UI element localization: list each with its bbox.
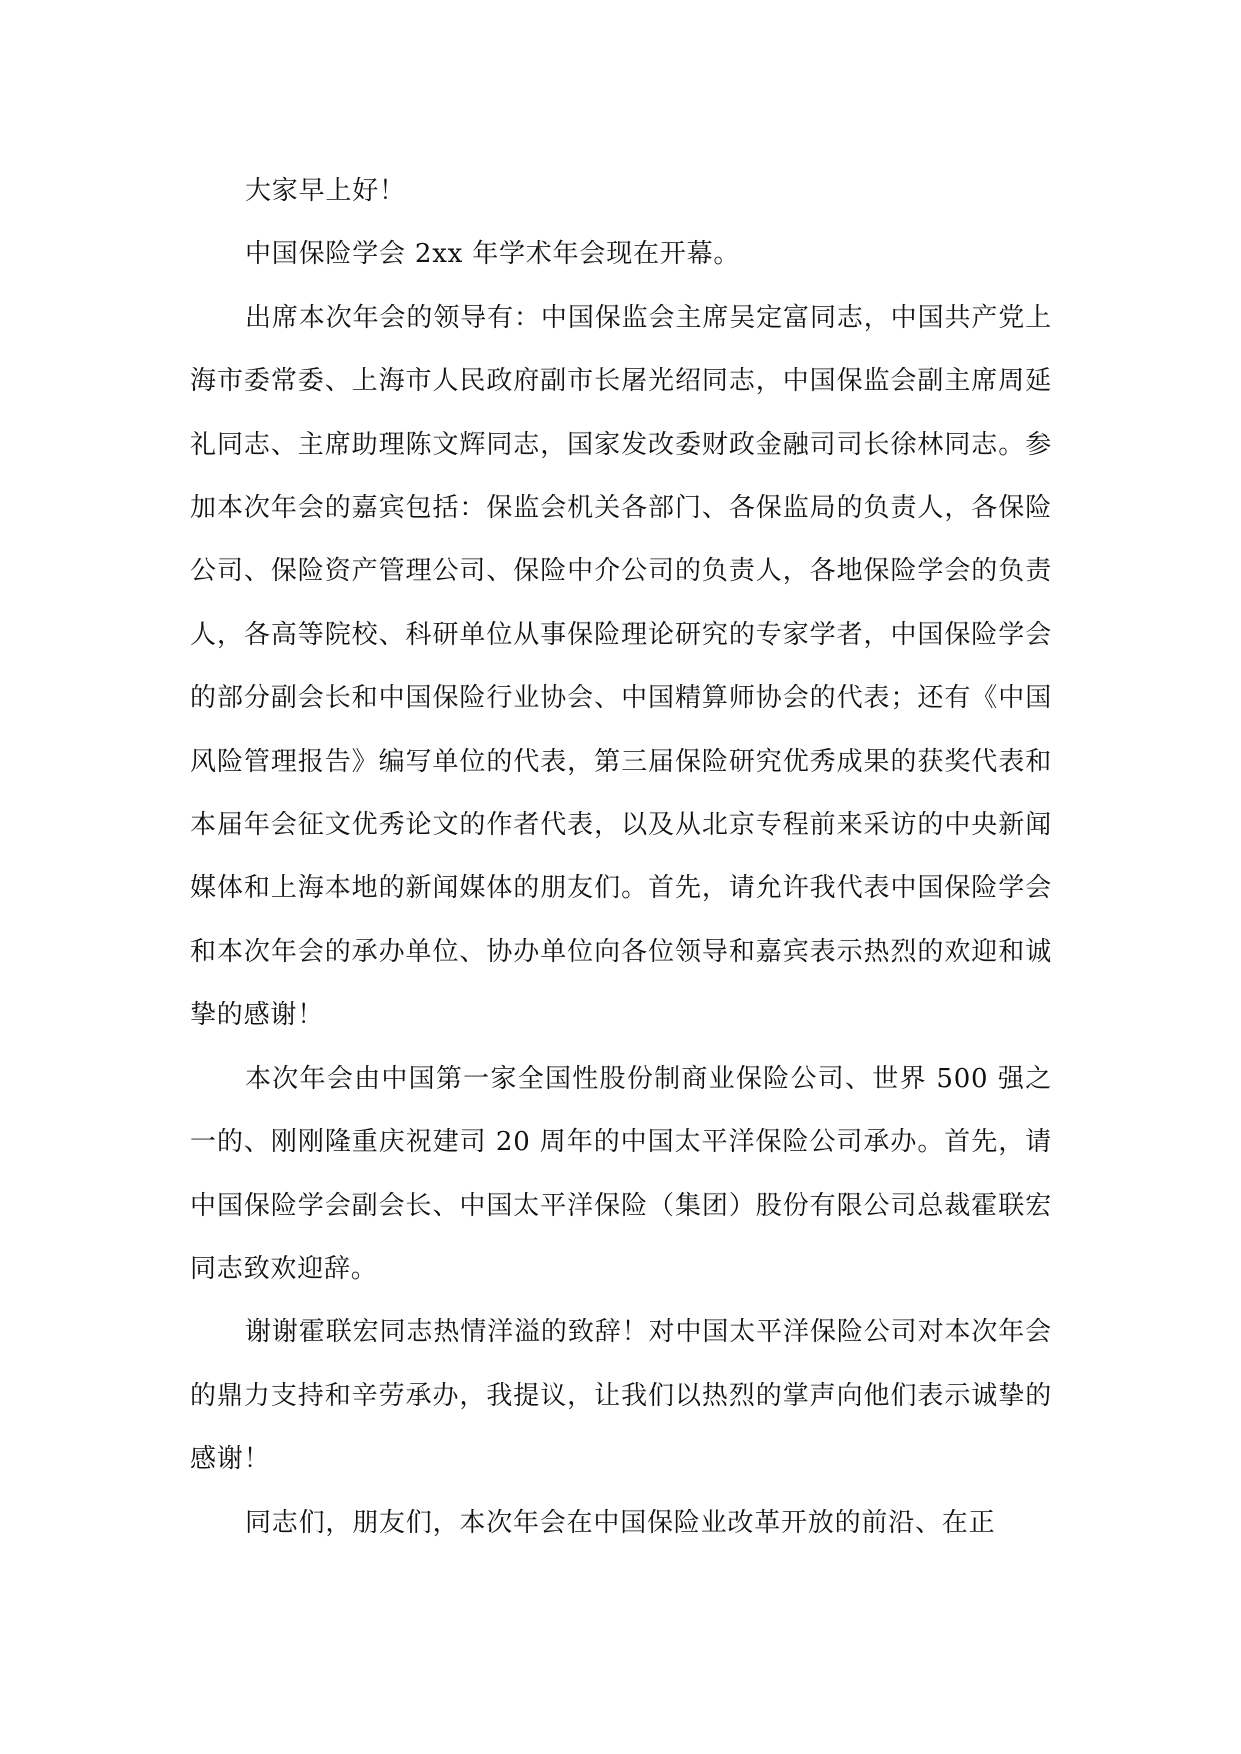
opening-paragraph: 中国保险学会 2xx 年学术年会现在开幕。 — [245, 239, 741, 270]
host-paragraph: 本次年会由中国第一家全国性股份制商业保险公司、世界 500 强之一的、刚刚隆重庆祝建司 20 周年的中国太平洋保险公司承办。首先，请中国保险学会副会长、中国太平洋保险（集团）股份有限公司总裁霍联宏同志致欢迎辞。 — [190, 1063, 1052, 1284]
thanks-paragraph: 谢谢霍联宏同志热情洋溢的致辞！对中国太平洋保险公司对本次年会的鼎力支持和辛劳承办，我提议，让我们以热烈的掌声向他们表示诚挚的感谢！ — [190, 1317, 1052, 1475]
closing-paragraph: 同志们，朋友们，本次年会在中国保险业改革开放的前沿、在正 — [245, 1507, 996, 1538]
attendees-paragraph: 出席本次年会的领导有：中国保监会主席吴定富同志，中国共产党上海市委常委、上海市人民政府副市长屠光绍同志，中国保监会副主席周延礼同志、主席助理陈文辉同志，国家发改委财政金融司司长徐林同志。参加本次年会的嘉宾包括：保监会机关各部门、各保监局的负责人，各保险公司、保险资产管理公司、保险中介公司的负责人，各地保险学会的负责人，各高等院校、科研单位从事保险理论研究的专家学者，中国保险学会的部分副会长和中国保险行业协会、中国精算师协会的代表；还有《中国风险管理报告》编写单位的代表，第三届保险研究优秀成果的获奖代表和本届年会征文优秀论文的作者代表，以及从北京专程前来采访的中央新闻媒体和上海本地的新闻媒体的朋友们。首先，请允许我代表中国保险学会和本次年会的承办单位、协办单位向各位领导和嘉宾表示热烈的欢迎和诚挚的感谢！ — [190, 302, 1052, 1031]
document-body — [190, 160, 1052, 1555]
greeting-paragraph: 大家早上好！ — [245, 176, 406, 206]
